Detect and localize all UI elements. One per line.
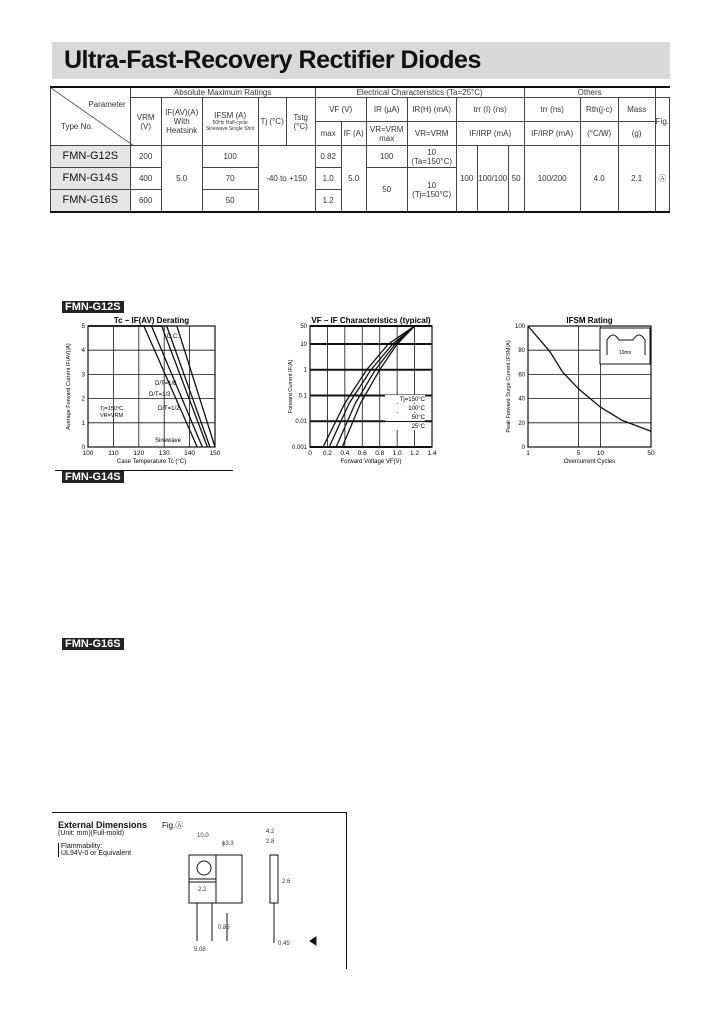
x-tick-label: 1.0 xyxy=(392,450,402,457)
y-tick-label: 1 xyxy=(303,367,307,374)
section-tag-g16s: FMN-G16S xyxy=(62,638,124,650)
vf-if-chart xyxy=(275,310,450,470)
x-tick-label: 130 xyxy=(158,450,170,457)
x-tick-label: 110 xyxy=(108,450,119,457)
x-tick-label: 5 xyxy=(576,450,581,457)
x-tick-label: 0.8 xyxy=(375,450,385,457)
trr1-cond-cell: 100/100 xyxy=(477,146,508,213)
ec-group: Electrical Characteristics (Ta=25°C) xyxy=(315,87,524,98)
y-tick-label: 3 xyxy=(81,372,85,379)
y-tick-label: 4 xyxy=(81,348,85,355)
h-trr1: trr (I) (ns) xyxy=(456,98,524,122)
vf-cell: 1.2 xyxy=(315,190,341,213)
legend-label: 100°C xyxy=(408,406,425,412)
legend-label: 25°C xyxy=(411,424,425,430)
y-tick-label: 2 xyxy=(81,396,85,403)
y-tick-label: 20 xyxy=(518,420,525,427)
y-tick-label: 1 xyxy=(81,420,85,427)
h-trr-cond: IF/IRP (mA) xyxy=(524,122,580,146)
y-tick-label: 0 xyxy=(81,445,85,451)
h-trr: trr (ns) xyxy=(524,98,580,122)
section-tag-g12s: FMN-G12S xyxy=(62,301,124,313)
y-tick-label: 0 xyxy=(521,445,525,451)
y-tick-label: 100 xyxy=(514,324,525,330)
mass-cell: 2.1 xyxy=(618,146,655,213)
dim-label: 2.8 xyxy=(266,839,275,845)
type-cell: FMN-G12S xyxy=(51,146,131,168)
package-drawing xyxy=(52,813,346,969)
legend-label: Tj=150°C xyxy=(399,397,425,403)
ifsm-cell: 70 xyxy=(202,168,258,190)
irh-cond: (Ta=150°C) xyxy=(411,156,453,166)
x-axis-label: Overcurrent Cycles xyxy=(563,459,616,465)
chart-title: VF – IF Characteristics (typical) xyxy=(311,316,431,325)
y-tick-label: 0.01 xyxy=(295,419,307,426)
y-axis-label: Average Forward Current IF(AV)(A) xyxy=(66,343,72,430)
ifsm-cell: 50 xyxy=(202,190,258,213)
y-tick-label: 10 xyxy=(300,341,307,348)
h-ifsm-label: IFSM (A) xyxy=(214,111,247,120)
y-tick-label: 60 xyxy=(518,372,525,379)
dim-label: 10.0 xyxy=(197,833,209,839)
h-irh-cond: VR=VRM xyxy=(407,122,456,146)
x-tick-label: 50 xyxy=(647,450,655,457)
h-ir: IR (µA) xyxy=(366,98,407,122)
irh-value: 10 xyxy=(427,180,437,190)
x-tick-label: 0 xyxy=(308,450,312,457)
ir-cell: 100 xyxy=(366,146,407,168)
annotation: Tj=150°C xyxy=(100,406,124,412)
legend-label: 50°C xyxy=(411,415,425,421)
dim-label: 2.6 xyxy=(282,879,291,885)
h-mass-unit: (g) xyxy=(618,122,655,146)
irh-cond: (Tj=150°C) xyxy=(412,189,452,199)
x-tick-label: 1 xyxy=(526,450,530,457)
flam-label: Flammability: xyxy=(61,843,103,850)
h-vf-max: max xyxy=(315,122,341,146)
x-axis-label: Case Temperature Tc (°C) xyxy=(116,459,187,465)
annotation: 10ms xyxy=(618,350,632,356)
h-trr1-cond: IF/IRP (mA) xyxy=(456,122,524,146)
h-mass: Mass xyxy=(618,98,655,122)
ifav-cell: 5.0 xyxy=(161,146,202,213)
y-axis-label: Peak Forward Surge Current IFSM(A) xyxy=(506,340,512,433)
derating-chart xyxy=(55,310,235,470)
dim-label: 4.2 xyxy=(266,829,275,835)
y-tick-label: 5 xyxy=(81,324,85,330)
others-group: Others xyxy=(524,87,655,98)
dim-label: 2.2 xyxy=(198,887,207,893)
spec-table xyxy=(50,86,670,213)
y-tick-label: 50 xyxy=(300,324,307,330)
trr1-cell: 100 xyxy=(456,146,477,213)
annotation: VR=VRM xyxy=(100,413,124,419)
x-tick-label: 0.4 xyxy=(340,450,350,457)
ext-title: External Dimensions xyxy=(58,820,148,830)
h-irh: IR(H) (mA) xyxy=(407,98,456,122)
dim-label: 5.08 xyxy=(194,947,206,953)
annotation: D.C. xyxy=(167,334,179,340)
h-vrm: VRM (V) xyxy=(130,98,161,146)
table-row xyxy=(51,146,670,168)
type-cell: FMN-G16S xyxy=(51,190,131,213)
dim-label: ϕ3.3 xyxy=(222,841,234,847)
x-tick-label: 0.6 xyxy=(357,450,367,457)
annotation: Sinewave xyxy=(155,438,182,444)
ext-fig: Fig.Ⓐ xyxy=(162,821,184,830)
x-tick-label: 120 xyxy=(133,450,145,457)
vf-cell: 0.82 xyxy=(315,146,341,168)
series-line xyxy=(88,326,210,447)
x-tick-label: 0.2 xyxy=(322,450,332,457)
x-axis-label: Forward Voltage VF(V) xyxy=(340,459,402,465)
irh-value: 10 xyxy=(427,147,437,157)
rth-cell: 4.0 xyxy=(580,146,618,213)
dim-label: 0.85 xyxy=(218,925,230,931)
y-tick-label: 40 xyxy=(518,396,525,403)
h-ifsm xyxy=(202,98,258,146)
flam-value: UL94V-0 or Equivalent xyxy=(61,850,132,857)
parameter-label: Parameter xyxy=(88,100,126,109)
vrm-cell: 600 xyxy=(130,190,161,213)
y-axis-label: Forward Current IF(A) xyxy=(288,359,294,414)
h-rth-unit: (°C/W) xyxy=(580,122,618,146)
tj-tstg-cell: -40 to +150 xyxy=(258,146,315,213)
dim-label: 0.45 xyxy=(278,941,290,947)
x-tick-label: 1.2 xyxy=(410,450,420,457)
series-line xyxy=(88,326,197,447)
y-tick-label: 80 xyxy=(518,348,525,355)
type-cell: FMN-G14S xyxy=(51,168,131,190)
ifsm-chart xyxy=(495,310,665,470)
irh-cell xyxy=(407,168,456,213)
fig-cell: Ⓐ xyxy=(655,146,669,213)
chart-title: IFSM Rating xyxy=(566,316,613,325)
h-vf: VF (V) xyxy=(315,98,366,122)
x-tick-label: 10 xyxy=(596,450,605,457)
x-tick-label: 1.4 xyxy=(427,450,437,457)
h-ifav: IF(AV)(A) With Heatsink xyxy=(161,98,202,146)
page-title: Ultra-Fast-Recovery Rectifier Diodes xyxy=(52,42,670,79)
h-rth: Rth(j-c) xyxy=(580,98,618,122)
h-tstg: Tstg (°C) xyxy=(286,98,315,146)
h-tj: Tj (°C) xyxy=(258,98,286,146)
y-tick-label: 0.001 xyxy=(291,445,307,451)
annotation: D/T=1/3 xyxy=(149,392,171,398)
x-tick-label: 140 xyxy=(184,450,196,457)
trr-cell: 50 xyxy=(508,146,524,213)
h-ir-cond: VR=VRM max xyxy=(366,122,407,146)
annotation: D/T=1/6 xyxy=(155,381,177,387)
x-tick-label: 150 xyxy=(209,450,221,457)
annotation: D/T=1/2 xyxy=(158,406,180,412)
param-header xyxy=(51,87,131,146)
chart-title: Tc – IF(AV) Derating xyxy=(113,316,190,325)
section-tag-g14s: FMN-G14S xyxy=(62,471,124,483)
trr-cond-cell: 100/200 xyxy=(524,146,580,213)
y-tick-label: 0.1 xyxy=(298,393,307,400)
type-no-label: Type No. xyxy=(61,122,94,131)
vrm-cell: 400 xyxy=(130,168,161,190)
x-tick-label: 100 xyxy=(82,450,94,457)
vf-cell: 1.0 xyxy=(315,168,341,190)
ir-cell: 50 xyxy=(366,168,407,213)
ext-unit: (Unit: mm)(Full-mold) xyxy=(58,830,125,837)
h-if: IF (A) xyxy=(341,122,366,146)
vrm-cell: 200 xyxy=(130,146,161,168)
amr-group: Absolute Maximum Ratings xyxy=(130,87,315,98)
ifsm-cell: 100 xyxy=(202,146,258,168)
h-fig: Fig. xyxy=(655,98,669,146)
if-cell: 5.0 xyxy=(341,146,366,213)
irh-cell xyxy=(407,146,456,168)
h-ifsm-note: 50Hz Half-cycle Sinewave Single Shot xyxy=(205,120,255,132)
external-dimensions xyxy=(52,812,347,969)
